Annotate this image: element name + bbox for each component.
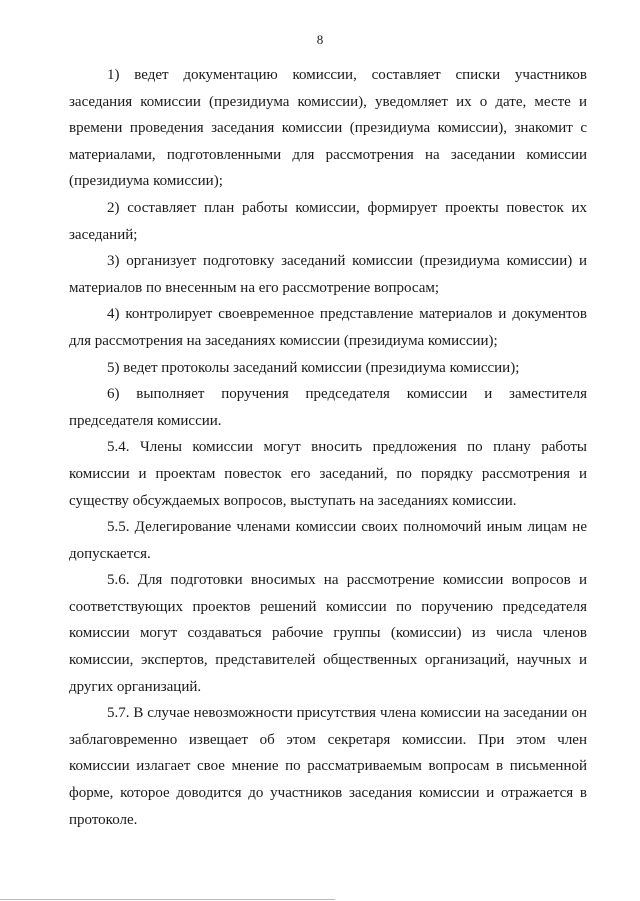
paragraph-item-2: 2) составляет план работы комиссии, формирует проекты повесток их заседаний; [69, 199, 587, 243]
paragraph-item-5: 5) ведет протоколы заседаний комиссии (президиума комиссии); [107, 359, 520, 376]
document-body [69, 62, 587, 833]
paragraph-section-5-7: 5.7. В случае невозможности присутствия члена комиссии на заседании он заблаговременно извещает об этом секретаря комиссии. При этом член комиссии излагает свое мнение по рассматриваемым вопросам в письменной форме, которое доводится до участников заседания комиссии и отражается в протоколе. [69, 705, 587, 828]
scan-edge-line [0, 899, 335, 900]
paragraph-item-4: 4) контролирует своевременное представление материалов и документов для рассмотрения на заседаниях комиссии (президиума комиссии); [69, 306, 587, 349]
page-number: 8 [316, 32, 324, 47]
paragraph-section-5-5: 5.5. Делегирование членами комиссии своих полномочий иным лицам не допускается. [69, 519, 587, 562]
paragraph-item-1: 1) ведет документацию комиссии, составляет списки участников заседания комиссии (президиума комиссии), уведомляет их о дате, месте и времени проведения заседания комиссии (президиума комиссии), знакомит с материалами, подготовленными для рассмотрения на заседании комиссии (президиума комиссии); [69, 67, 587, 190]
paragraph-section-5-6: 5.6. Для подготовки вносимых на рассмотрение комиссии вопросов и соответствующих проектов решений комиссии по поручению председателя комиссии могут создаваться рабочие группы (комиссии) из числа членов комиссии, экспертов, представителей общественных организаций, научных и других организаций. [69, 572, 587, 695]
paragraph-item-3: 3) организует подготовку заседаний комиссии (президиума комиссии) и материалов по внесенным на его рассмотрение вопросам; [69, 253, 587, 296]
paragraph-item-6: 6) выполняет поручения председателя комиссии и заместителя председателя комиссии. [69, 386, 587, 429]
paragraph-section-5-4: 5.4. Члены комиссии могут вносить предложения по плану работы комиссии и проектам повесток его заседаний, по порядку рассмотрения и существу обсуждаемых вопросов, выступать на заседаниях комиссии. [69, 439, 587, 509]
